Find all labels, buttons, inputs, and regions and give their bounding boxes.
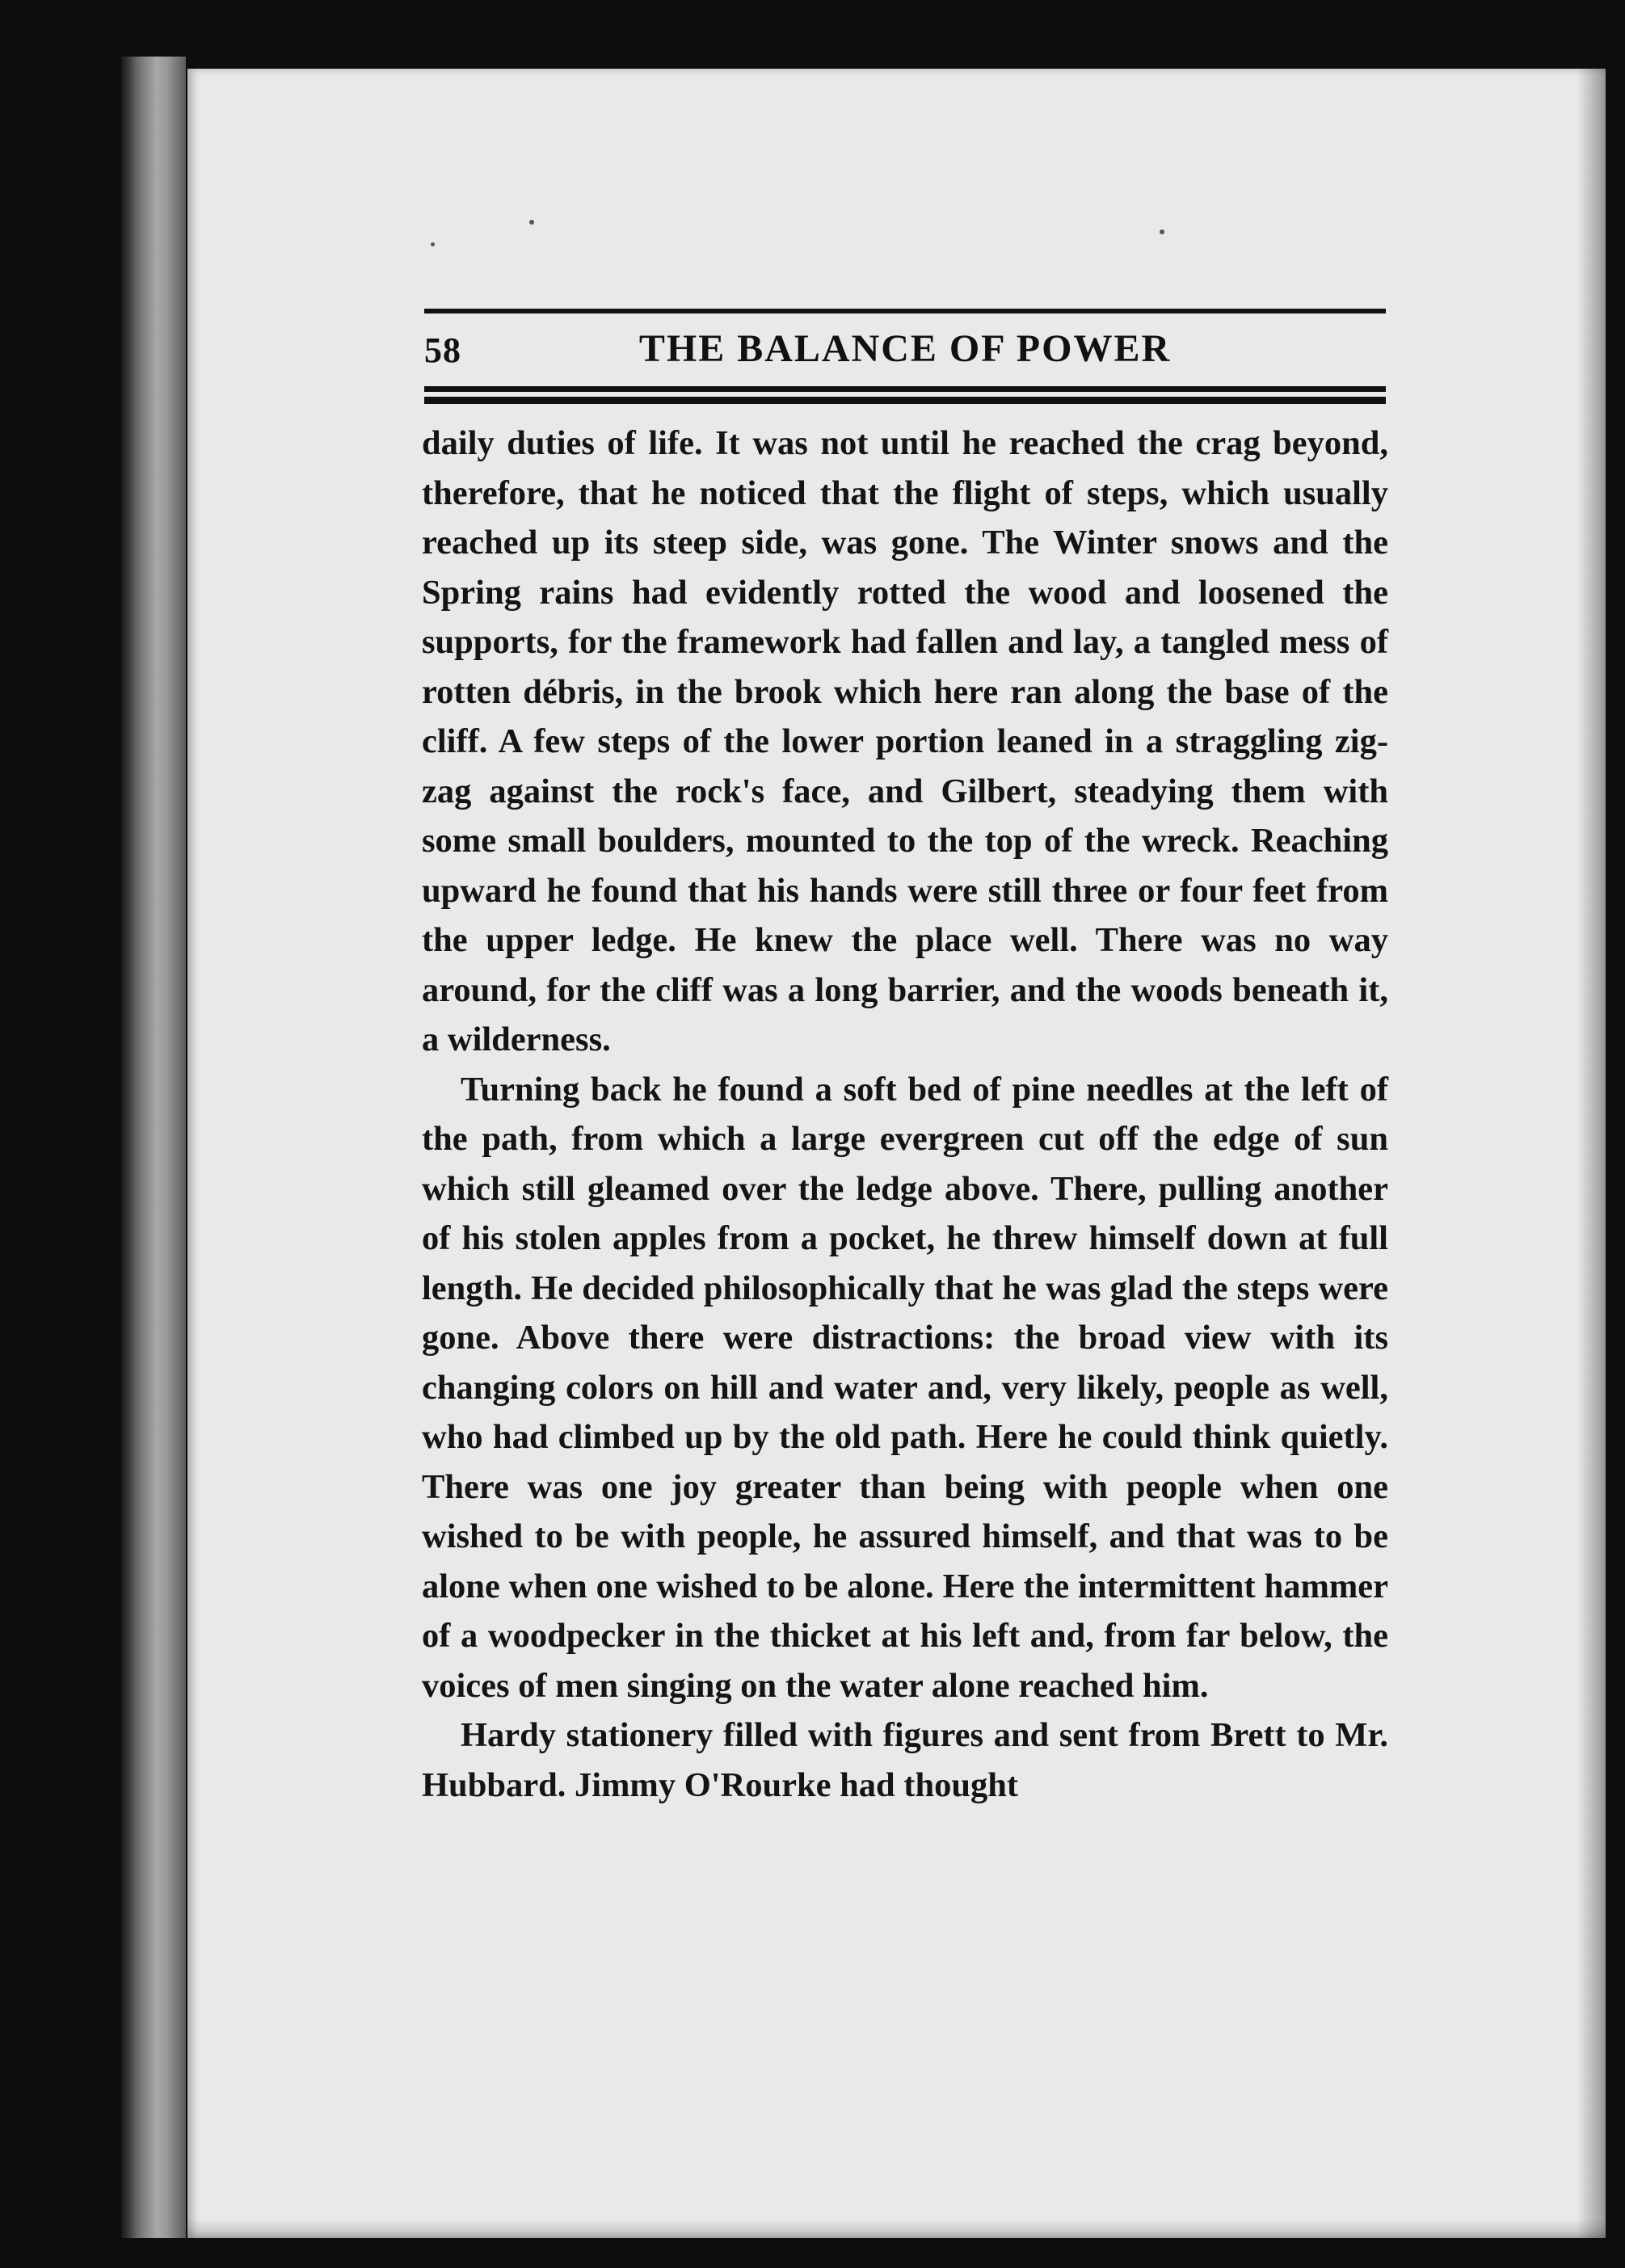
page-number: 58 [424, 330, 461, 370]
book-page-edges [121, 57, 186, 2238]
page-gutter-shadow [1577, 69, 1606, 2238]
scan-speck [1160, 229, 1164, 234]
body-text [422, 419, 1388, 1810]
paragraph: daily duties of life. It was not until he reached the crag beyond, therefore, that he noticed that the flight of steps, which usually reached up its steep side, was gone. The Winter snows and the Spring rains had evidently rotted the wood and loosened the supports, for the framework had fallen and lay, a tangled mess of rotten débris, in the brook which here ran along the base of the cliff. A few steps of the lower portion leaned in a straggling zig-zag against the rock's face, and Gilbert, steadying them with some small boulders, mounted to the top of the wreck. Reaching upward he found that his hands were still three or four feet from the upper ledge. He knew the place well. There was no way around, for the cliff was a long barrier, and the woods beneath it, a wilderness. [422, 424, 1388, 1058]
running-title: THE BALANCE OF POWER [638, 327, 1172, 370]
paragraph: Turning back he found a soft bed of pine needles at the left of the path, from which a large evergreen cut off the edge of sun which still gleamed over the ledge above. There, pulling another of his stolen apples from a pocket, he threw himself down at full length. He decided philosophically that he was glad the steps were gone. Above there were distractions: the broad view with its changing colors on hill and water and, very likely, people as well, who had climbed up by the old path. Here he could think quietly. There was one joy greater than being with people when one wished to be with people, he assured himself, and that was to be alone when one wished to be alone. Here the intermittent hammer of a woodpecker in the thicket at his left and, from far below, the voices of men singing on the water alone reached him. [422, 1070, 1388, 1705]
paragraph: Hardy stationery filled with figures and sent from Brett to Mr. Hubbard. Jimmy O'Rourke had thought [422, 1716, 1388, 1804]
scan-speck [431, 242, 435, 246]
header-rule-bottom-thick [424, 397, 1386, 404]
header-rule-bottom-thin [424, 386, 1386, 392]
running-header [424, 323, 1386, 380]
page-bottom-shadow [187, 2219, 1606, 2238]
scan-speck [529, 220, 534, 225]
header-rule-top [424, 309, 1386, 313]
